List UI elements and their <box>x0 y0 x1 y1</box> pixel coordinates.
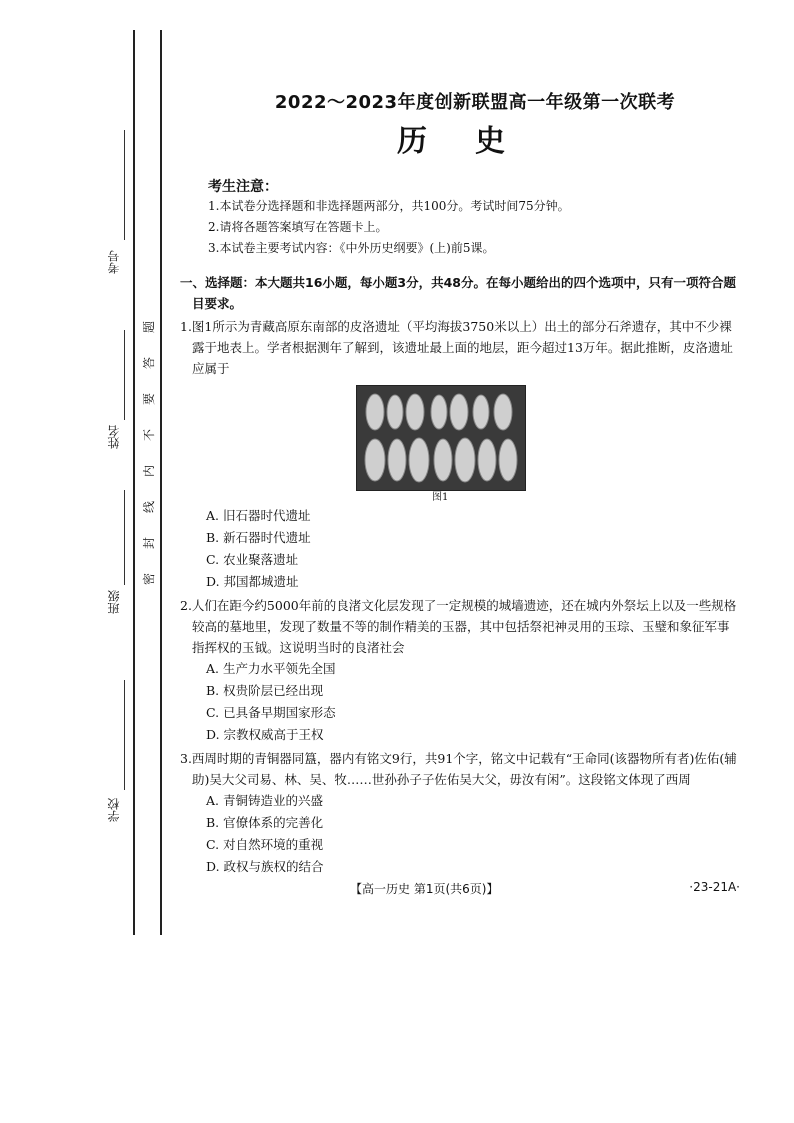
option-b[interactable]: B. 权贵阶层已经出现 <box>206 683 324 698</box>
option-c[interactable]: C. 已具备早期国家形态 <box>206 705 336 720</box>
notice-heading: 考生注意： <box>208 179 278 195</box>
binding-line-outer <box>133 30 135 935</box>
exam-number-label: 考号 <box>107 250 121 274</box>
seal-char: 内 <box>141 464 156 478</box>
notice-item: 2.请将各题答案填写在答题卡上。 <box>208 220 388 234</box>
subject-title: 历史 <box>397 124 553 159</box>
seal-char: 封 <box>141 536 156 550</box>
question-area <box>180 272 740 878</box>
page-info: 【高一历史 第1页(共6页)】 <box>350 882 499 896</box>
section-heading: 一、选择题：本大题共16小题，每小题3分，共48分。在每小题给出的四个选项中，只有一项符合题目要求。 <box>180 275 736 311</box>
school-blank[interactable] <box>124 680 125 790</box>
name-label: 姓名 <box>107 425 121 449</box>
option-a[interactable]: A. 旧石器时代遗址 <box>206 508 311 523</box>
question-3 <box>180 748 740 878</box>
option-c[interactable]: C. 农业聚落遗址 <box>206 552 299 567</box>
figure-caption: 图1 <box>432 492 449 503</box>
option-d[interactable]: D. 政权与族权的结合 <box>206 859 324 874</box>
binding-line-inner <box>160 30 162 935</box>
question-stem: 1.图1所示为青藏高原东南部的皮洛遗址（平均海拔3750米以上）出土的部分石斧遗存，其中不少裸露于地表上。学者根据测年了解到，该遗址最上面的地层，距今超过13万年。据此推断，皮洛遗址应属于 <box>180 319 733 376</box>
field-school <box>104 680 130 840</box>
stone-axe-illustration <box>357 386 525 490</box>
school-label: 学校 <box>107 798 121 822</box>
question-2 <box>180 595 740 746</box>
options <box>180 505 740 593</box>
exam-title: 2022～2023年度创新联盟高一年级第一次联考 <box>274 92 676 113</box>
notice-item: 1.本试卷分选择题和非选择题两部分，共100分。考试时间75分钟。 <box>208 199 570 213</box>
seal-char: 题 <box>141 320 156 334</box>
notice-item: 3.本试卷主要考试内容：《中外历史纲要》(上)前5课。 <box>208 241 495 255</box>
class-blank[interactable] <box>124 490 125 585</box>
seal-char: 密 <box>141 572 156 586</box>
option-b[interactable]: B. 新石器时代遗址 <box>206 530 311 545</box>
option-c[interactable]: C. 对自然环境的重视 <box>206 837 324 852</box>
field-name <box>104 330 130 460</box>
exam-number-blank[interactable] <box>124 130 125 240</box>
seal-char: 不 <box>141 428 156 442</box>
notice-list <box>208 196 570 259</box>
option-d[interactable]: D. 邦国都城遗址 <box>206 574 299 589</box>
stone-axe-photo <box>356 385 526 491</box>
seal-char: 答 <box>141 356 156 370</box>
field-class <box>104 490 130 630</box>
options <box>180 790 740 878</box>
paper-code: ·23-21A· <box>689 880 740 894</box>
seal-char: 要 <box>141 392 156 406</box>
option-a[interactable]: A. 生产力水平领先全国 <box>206 661 336 676</box>
question-stem: 3.西周时期的青铜器同簋，器内有铭文9行，共91个字，铭文中记载有“王命同(该器物所有者)佐佑(辅助)吴大父司易、林、吴、牧……世孙孙子子佐佑吴大父，毋汝有闲”。这段铭文体现了西周 <box>180 751 737 787</box>
options <box>180 658 740 746</box>
option-b[interactable]: B. 官僚体系的完善化 <box>206 815 324 830</box>
option-a[interactable]: A. 青铜铸造业的兴盛 <box>206 793 323 808</box>
class-label: 班级 <box>107 590 121 614</box>
option-d[interactable]: D. 宗教权威高于王权 <box>206 727 324 742</box>
question-stem: 2.人们在距今约5000年前的良渚文化层发现了一定规模的城墙遗迹，还在城内外祭坛上以及一些规格较高的墓地里，发现了数量不等的制作精美的玉器，其中包括祭祀神灵用的玉琮、玉璧和象征军事指挥权的玉钺。这说明当时的良渚社会 <box>180 598 737 655</box>
question-1 <box>180 316 740 593</box>
field-exam-number <box>104 130 130 290</box>
seal-char: 线 <box>141 500 156 514</box>
seal-line-notice <box>140 320 158 586</box>
name-blank[interactable] <box>124 330 125 420</box>
